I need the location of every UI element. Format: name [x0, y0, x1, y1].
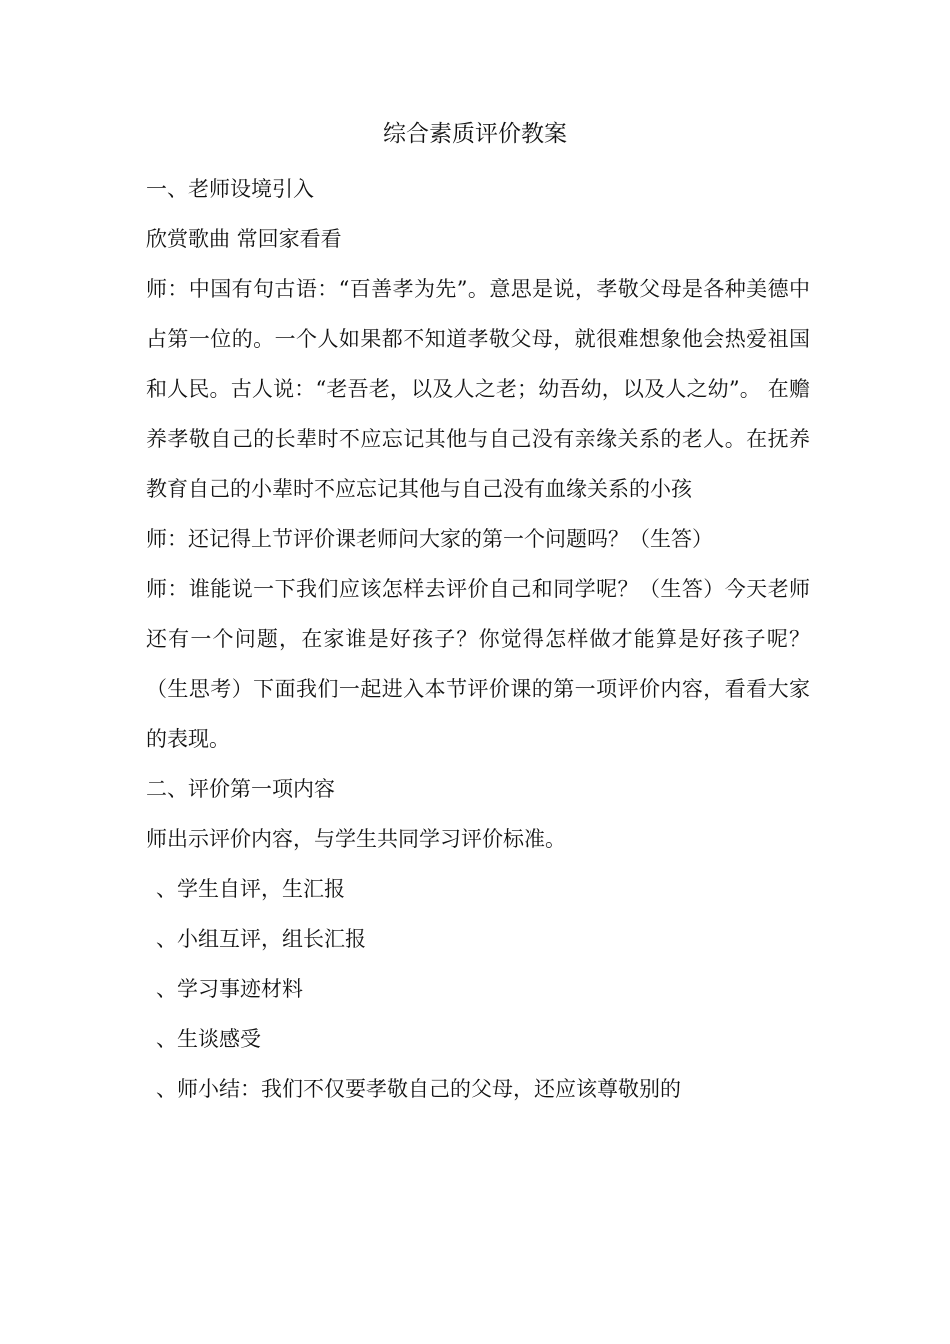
paragraph: 师：谁能说一下我们应该怎样去评价自己和同学呢？（生答）今天老师还有一个问题，在家谁是好孩子？你觉得怎样做才能算是好孩子呢？（生思考）下面我们一起进入本节评价课的第一项评价内容，看看大家的表现。: [146, 577, 810, 751]
list-item: 、学生自评，生汇报: [156, 877, 345, 901]
document-title: 综合素质评价教案: [383, 121, 567, 147]
paragraph: 师：中国有句古语：“百善孝为先”。意思是说，孝敬父母是各种美德中占第一位的。一个人如果都不知道孝敬父母，就很难想象他会热爱祖国和人民。古人说：“老吾老，以及人之老；幼吾幼，以及人之幼”。 在赡养孝敬自己的长辈时不应忘记其他与自己没有亲缘关系的老人。在抚养教育自己的小辈时不应忘记其他与自己没有血缘关系的小孩: [146, 277, 810, 501]
paragraph: 欣赏歌曲 常回家看看: [146, 227, 342, 251]
document-body: [146, 164, 810, 1114]
list-item: 、学习事迹材料: [156, 977, 303, 1001]
section-heading-1: 一、老师设境引入: [146, 177, 314, 201]
list-item: 、生谈感受: [156, 1027, 261, 1051]
paragraph: 师出示评价内容，与学生共同学习评价标准。: [146, 827, 566, 851]
paragraph: 师：还记得上节评价课老师问大家的第一个问题吗？（生答）: [146, 527, 713, 551]
section-heading-2: 二、评价第一项内容: [146, 777, 335, 801]
list-item: 、师小结：我们不仅要孝敬自己的父母，还应该尊敬别的: [156, 1077, 681, 1101]
list-item: 、小组互评，组长汇报: [156, 927, 366, 951]
